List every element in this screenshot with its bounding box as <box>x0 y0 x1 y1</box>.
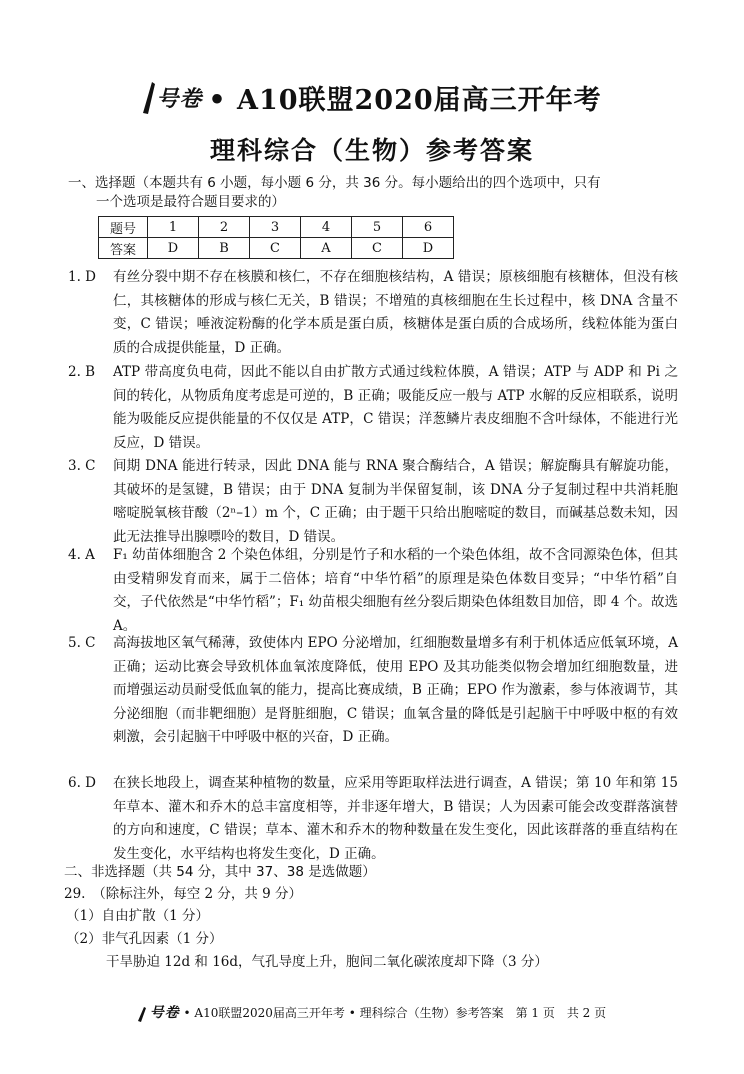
item-number: 6. D <box>68 775 96 791</box>
item-text: 间期 DNA 能进行转录，因此 DNA 能与 RNA 聚合酶结合，A 错误；解旋酶具有解旋功能，其破坏的是氢键，B 错误；由于 DNA 复制为半保留复制，该 DNA 分子复制过程中共消耗胞嘧啶脱氧核苷酸（2ⁿ–1）m 个，C 正确；由于题干只给出胞嘧啶的数目，而碱基总数未知，因此无法推导出腺嘌呤的数目，D 错误。 <box>113 458 678 545</box>
item-text: 在狭长地段上，调查某种植物的数量，应采用等距取样法进行调查，A 错误；第 10 年和第 15 年草本、灌木和乔木的总丰富度相等，并非逐年增大，B 错误；人为因素可能会改变群落演替的方向和速度，C 错误；草本、灌木和乔木的物种数量在发生变化，因此该群落的垂直结构在发生变化，水平结构也将发生变化，D 正确。 <box>113 775 678 862</box>
section1-heading <box>68 174 688 212</box>
cell-number: 2 <box>199 217 250 238</box>
page-subtitle: 理科综合（生物）参考答案 <box>209 136 534 165</box>
item-number: 4. A <box>68 547 95 563</box>
q29-title: 29. （除标注外，每空 2 分，共 9 分） <box>64 886 303 902</box>
answer-explanation-1 <box>68 266 678 360</box>
item-number: 1. D <box>68 269 96 285</box>
item-text: F₁ 幼苗体细胞含 2 个染色体组，分别是竹子和水稻的一个染色体组，故不含同源染色体，但其由受精卵发育而来，属于二倍体；培育“中华竹稻”的原理是染色体数目变异；“中华竹稻”自交，子代依然是“中华竹稻”；F₁ 幼苗根尖细胞有丝分裂后期染色体组数目加倍，即 4 个。故选 A。 <box>113 547 678 634</box>
cell-number: 6 <box>403 217 454 238</box>
item-text: 高海拔地区氧气稀薄，致使体内 EPO 分泌增加，红细胞数量增多有利于机体适应低氧环境，A 正确；运动比赛会导致机体血氧浓度降低，使用 EPO 及其功能类似物会增加红细胞数量，进而增强运动员耐受低血氧的能力，提高比赛成绩，B 正确；EPO 作为激素，参与体液调节，其分泌细胞（而非靶细胞）是肾脏细胞，C 错误；血氧含量的降低是引起脑干中呼吸中枢的有效刺激，会引起脑干中呼吸中枢的兴奋，D 正确。 <box>113 635 678 746</box>
row-label-number: 题号 <box>99 217 148 238</box>
section1-heading-line2: 一个选项是最符合题目要求的） <box>96 194 285 210</box>
q29-part1: （1）自由扩散（1 分） <box>66 908 209 924</box>
cell-answer: C <box>352 238 403 259</box>
item-number: 2. B <box>68 364 96 380</box>
item-text: ATP 带高度负电荷，因此不能以自由扩散方式通过线粒体膜，A 错误；ATP 与 ADP 和 Pi 之间的转化，从物质角度考虑是可逆的，B 正确；吸能反应一般与 ATP 水解的反应相联系，说明能为吸能反应提供能量的不仅仅是 ATP，C 错误；洋葱鳞片表皮细胞不含叶绿体，不能进行光反应，D 错误。 <box>113 364 678 451</box>
footer-logo-text: 号卷 <box>149 1005 180 1021</box>
row-label-answer: 答案 <box>99 238 148 259</box>
answer-table <box>98 216 454 259</box>
answer-explanation-3 <box>68 455 678 549</box>
answer-explanation-6 <box>68 772 678 866</box>
item-number: 3. C <box>68 458 96 474</box>
page-title: • A10联盟2020届高三开年考 <box>208 85 602 116</box>
answer-explanation-5 <box>68 632 678 750</box>
cell-number: 1 <box>148 217 199 238</box>
answer-table-row-answers <box>99 238 454 259</box>
footer-text: • A10联盟2020届高三开年考 • 理科综合（生物）参考答案 第 1 页 共 2 页 <box>183 1006 607 1020</box>
answer-explanation-4 <box>68 544 678 638</box>
section2-heading: 二、非选择题（共 54 分，其中 37、38 是选做题） <box>64 864 376 880</box>
brush-stroke-icon <box>142 81 156 115</box>
q29-part2-detail: 干旱胁迫 12d 和 16d，气孔导度上升，胞间二氧化碳浓度却下降（3 分） <box>106 954 548 970</box>
cell-answer: D <box>148 238 199 259</box>
cell-number: 4 <box>301 217 352 238</box>
logo <box>142 81 202 115</box>
cell-answer: A <box>301 238 352 259</box>
cell-number: 5 <box>352 217 403 238</box>
answer-explanation-2 <box>68 361 678 455</box>
logo-text: 号卷 <box>156 86 203 112</box>
item-text: 有丝分裂中期不存在核膜和核仁，不存在细胞核结构，A 错误；原核细胞有核糖体，但没有核仁，其核糖体的形成与核仁无关，B 错误；不增殖的真核细胞在生长过程中，核 DNA 含量不变，C 错误；唾液淀粉酶的化学本质是蛋白质，核糖体是蛋白质的合成场所，线粒体能为蛋白质的合成提供能量，D 正确。 <box>113 269 678 356</box>
q29-part2: （2）非气孔因素（1 分） <box>66 931 223 947</box>
cell-answer: D <box>403 238 454 259</box>
cell-number: 3 <box>250 217 301 238</box>
header <box>0 78 744 167</box>
cell-answer: C <box>250 238 301 259</box>
brush-stroke-icon <box>138 1006 146 1022</box>
section1-heading-line1: 一、选择题（本题共有 6 小题，每小题 6 分，共 36 分。每小题给出的四个选项中，只有 <box>68 175 601 191</box>
title-row <box>0 78 744 117</box>
cell-answer: B <box>199 238 250 259</box>
page-footer <box>0 1002 744 1022</box>
item-number: 5. C <box>68 635 96 651</box>
answer-table-row-numbers <box>99 217 454 238</box>
